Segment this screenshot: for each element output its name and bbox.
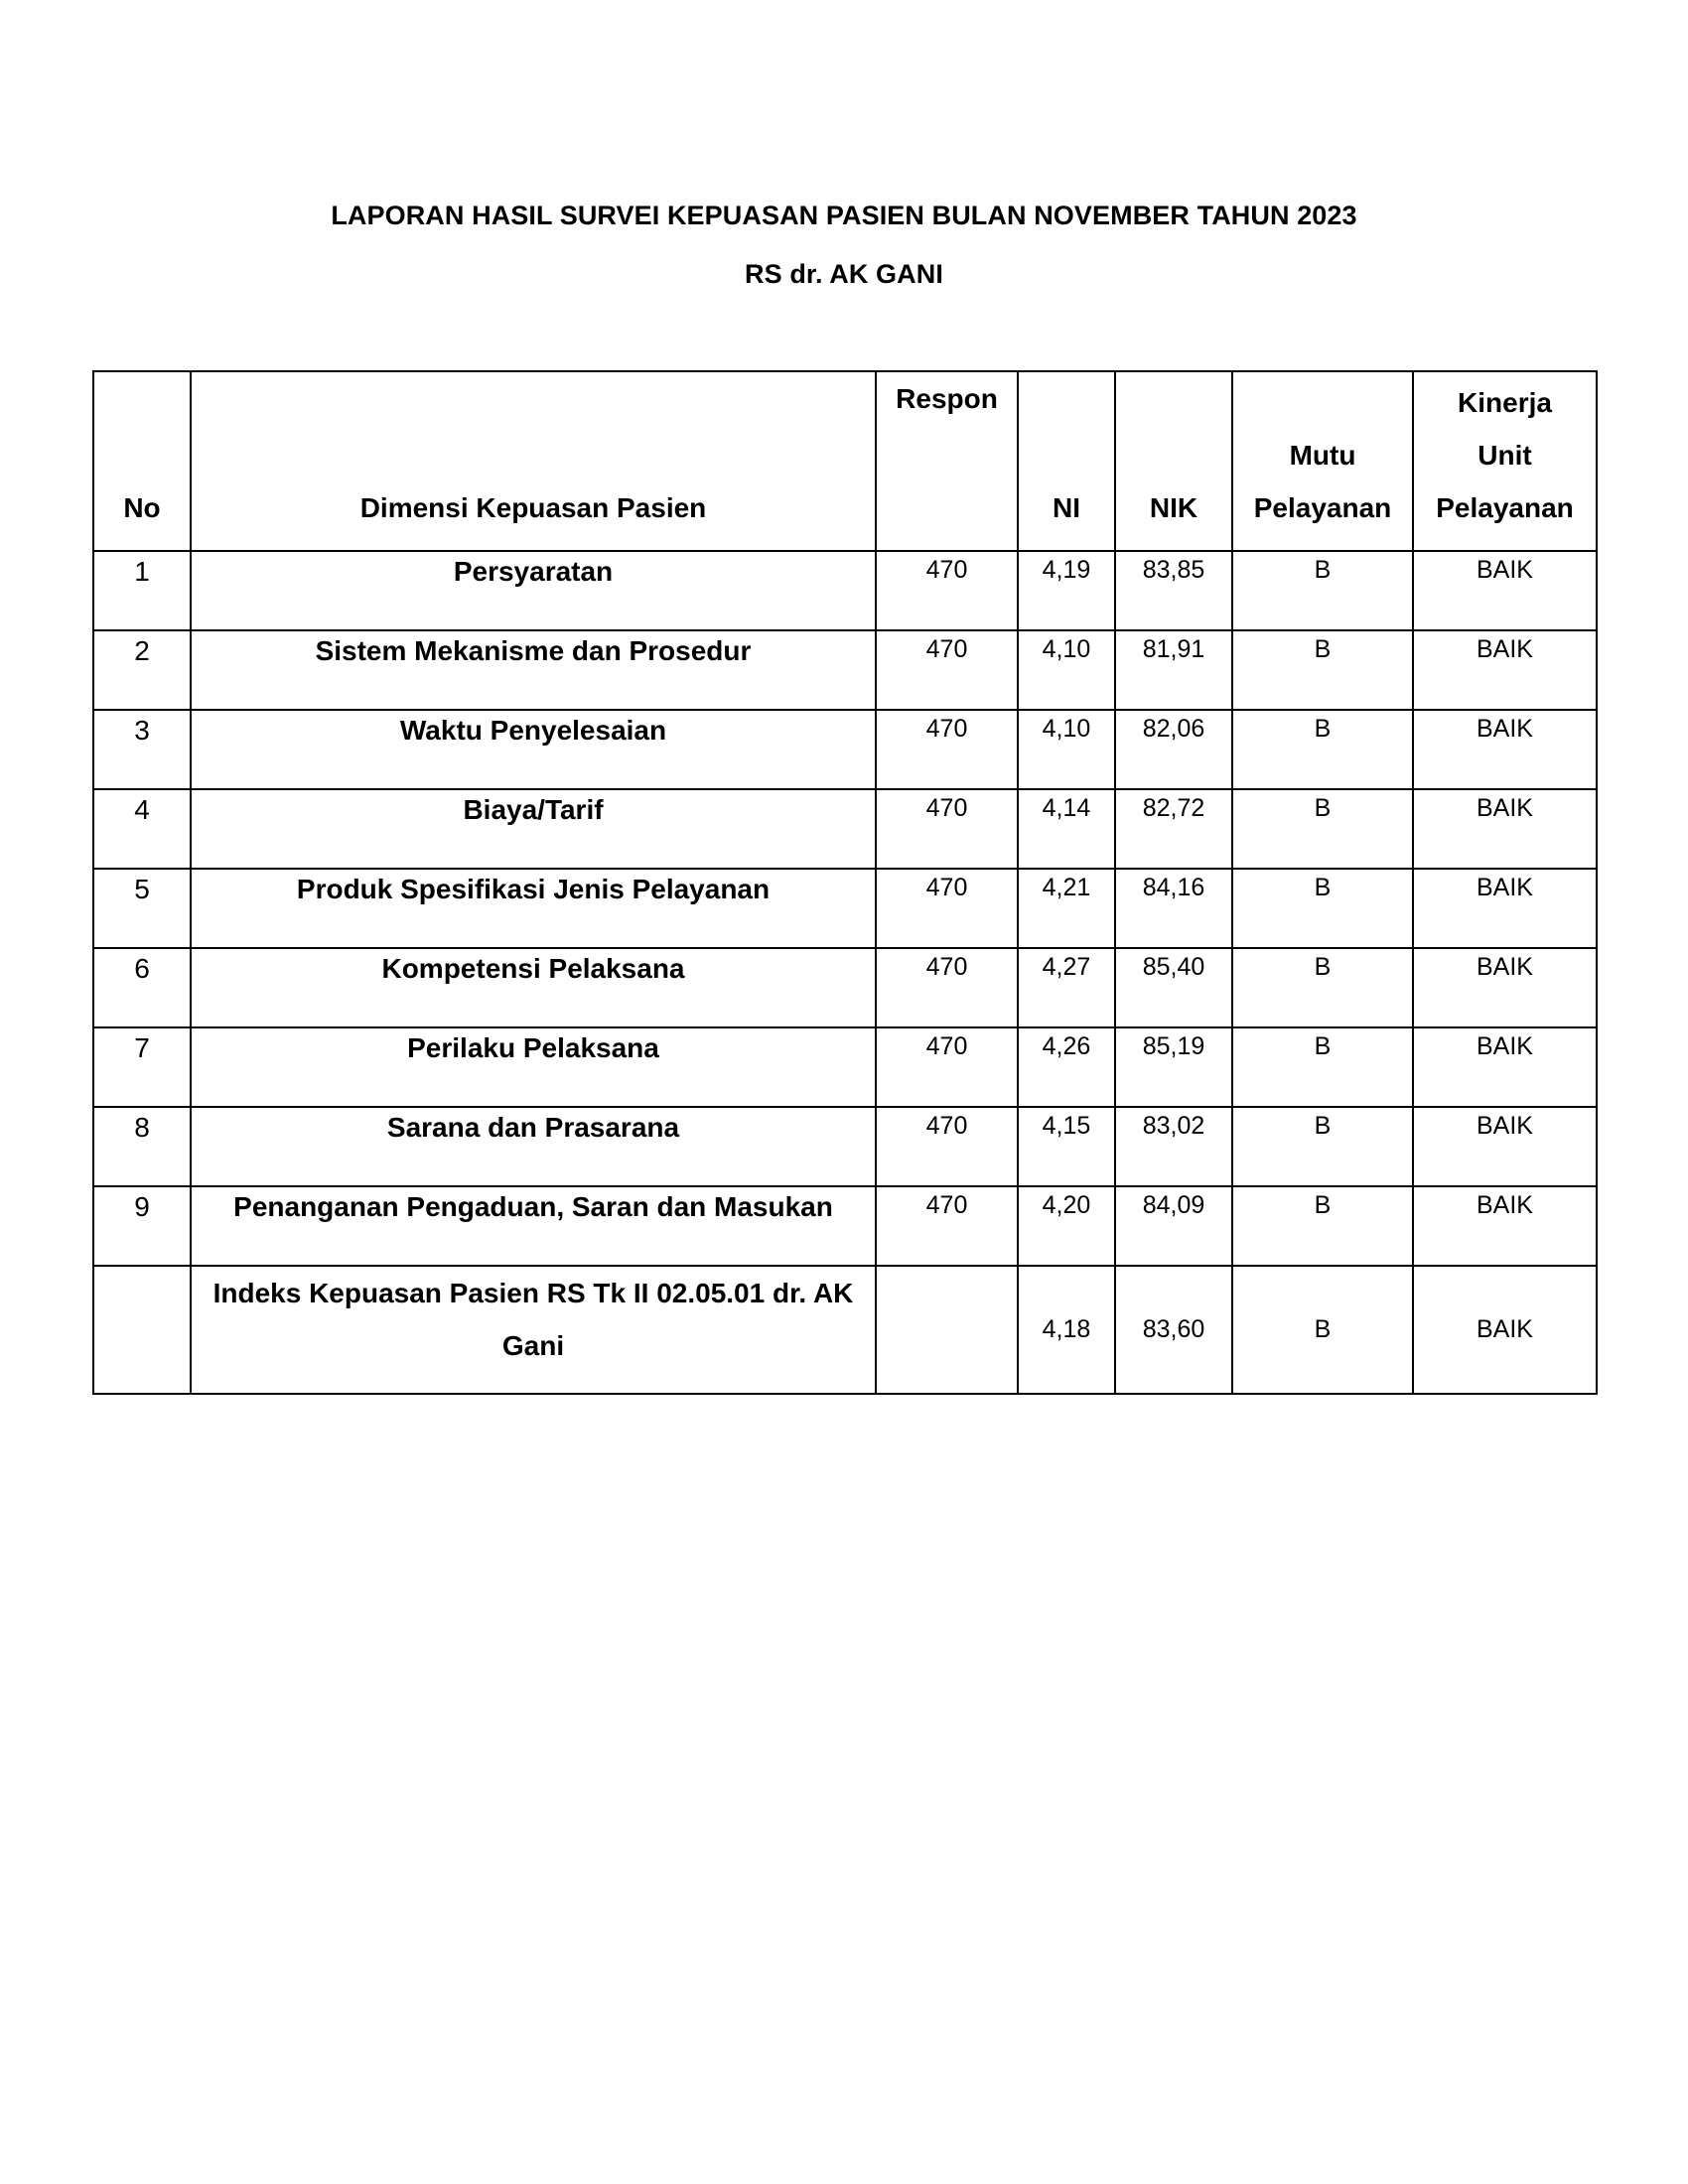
- row-ni-cell: 4,10: [1018, 630, 1115, 710]
- row-no-cell: 8: [93, 1107, 191, 1186]
- row-respon-cell: 470: [876, 551, 1018, 630]
- row-no-cell: 1: [93, 551, 191, 630]
- row-dimensi-cell: Waktu Penyelesaian: [191, 710, 876, 789]
- report-title: LAPORAN HASIL SURVEI KEPUASAN PASIEN BULAN NOVEMBER TAHUN 2023: [331, 201, 1357, 230]
- row-mutu-cell: B: [1232, 1186, 1413, 1266]
- table-row: [93, 710, 1597, 789]
- header-ni: NI: [1018, 371, 1115, 551]
- row-dimensi-cell: Kompetensi Pelaksana: [191, 948, 876, 1027]
- row-no-cell: 4: [93, 789, 191, 869]
- row-no-cell: 6: [93, 948, 191, 1027]
- row-mutu-cell: B: [1232, 710, 1413, 789]
- index-nik-cell: 83,60: [1115, 1266, 1232, 1394]
- table-row: [93, 551, 1597, 630]
- header-kinerja-unit-pelayanan: Kinerja Unit Pelayanan: [1413, 371, 1597, 551]
- index-respon-cell: [876, 1266, 1018, 1394]
- row-respon-cell: 470: [876, 1186, 1018, 1266]
- header-mutu-pelayanan: Mutu Pelayanan: [1232, 371, 1413, 551]
- row-nik-cell: 84,09: [1115, 1186, 1232, 1266]
- row-respon-cell: 470: [876, 869, 1018, 948]
- row-ni-cell: 4,21: [1018, 869, 1115, 948]
- row-respon-cell: 470: [876, 789, 1018, 869]
- index-row: [93, 1266, 1597, 1394]
- row-no-cell: 3: [93, 710, 191, 789]
- header-dimensi: Dimensi Kepuasan Pasien: [191, 371, 876, 551]
- row-mutu-cell: B: [1232, 551, 1413, 630]
- row-mutu-cell: B: [1232, 1107, 1413, 1186]
- row-mutu-cell: B: [1232, 948, 1413, 1027]
- row-dimensi-cell: Produk Spesifikasi Jenis Pelayanan: [191, 869, 876, 948]
- row-ni-cell: 4,20: [1018, 1186, 1115, 1266]
- row-kinerja-cell: BAIK: [1413, 630, 1597, 710]
- table-row: [93, 1107, 1597, 1186]
- row-ni-cell: 4,26: [1018, 1027, 1115, 1107]
- row-respon-cell: 470: [876, 710, 1018, 789]
- row-ni-cell: 4,10: [1018, 710, 1115, 789]
- table-row: [93, 630, 1597, 710]
- row-dimensi-cell: Perilaku Pelaksana: [191, 1027, 876, 1107]
- table-row: [93, 1027, 1597, 1107]
- row-kinerja-cell: BAIK: [1413, 710, 1597, 789]
- row-nik-cell: 83,85: [1115, 551, 1232, 630]
- row-ni-cell: 4,14: [1018, 789, 1115, 869]
- row-respon-cell: 470: [876, 1027, 1018, 1107]
- header-no: No: [93, 371, 191, 551]
- row-kinerja-cell: BAIK: [1413, 1186, 1597, 1266]
- row-mutu-cell: B: [1232, 789, 1413, 869]
- row-respon-cell: 470: [876, 948, 1018, 1027]
- row-kinerja-cell: BAIK: [1413, 551, 1597, 630]
- row-nik-cell: 81,91: [1115, 630, 1232, 710]
- index-dimensi-cell: Indeks Kepuasan Pasien RS Tk II 02.05.01 dr. AK Gani: [191, 1266, 876, 1394]
- header-respon: Respon: [876, 371, 1018, 551]
- row-nik-cell: 85,19: [1115, 1027, 1232, 1107]
- row-kinerja-cell: BAIK: [1413, 1107, 1597, 1186]
- row-kinerja-cell: BAIK: [1413, 869, 1597, 948]
- row-kinerja-cell: BAIK: [1413, 789, 1597, 869]
- row-no-cell: 2: [93, 630, 191, 710]
- table-row: [93, 948, 1597, 1027]
- row-no-cell: 7: [93, 1027, 191, 1107]
- row-mutu-cell: B: [1232, 630, 1413, 710]
- row-dimensi-cell: Persyaratan: [191, 551, 876, 630]
- table-header-row: [93, 371, 1597, 551]
- row-respon-cell: 470: [876, 1107, 1018, 1186]
- table-row: [93, 1186, 1597, 1266]
- row-nik-cell: 84,16: [1115, 869, 1232, 948]
- row-nik-cell: 82,72: [1115, 789, 1232, 869]
- index-no-cell: [93, 1266, 191, 1394]
- row-dimensi-cell: Sarana dan Prasarana: [191, 1107, 876, 1186]
- index-mutu-cell: B: [1232, 1266, 1413, 1394]
- row-dimensi-cell: Biaya/Tarif: [191, 789, 876, 869]
- row-nik-cell: 85,40: [1115, 948, 1232, 1027]
- table-row: [93, 869, 1597, 948]
- header-nik: NIK: [1115, 371, 1232, 551]
- row-nik-cell: 82,06: [1115, 710, 1232, 789]
- index-kinerja-cell: BAIK: [1413, 1266, 1597, 1394]
- satisfaction-table: [92, 370, 1598, 1395]
- row-mutu-cell: B: [1232, 869, 1413, 948]
- table-row: [93, 789, 1597, 869]
- hospital-name: RS dr. AK GANI: [745, 259, 943, 289]
- row-ni-cell: 4,27: [1018, 948, 1115, 1027]
- index-ni-cell: 4,18: [1018, 1266, 1115, 1394]
- row-dimensi-cell: Penanganan Pengaduan, Saran dan Masukan: [191, 1186, 876, 1266]
- row-ni-cell: 4,19: [1018, 551, 1115, 630]
- row-nik-cell: 83,02: [1115, 1107, 1232, 1186]
- row-dimensi-cell: Sistem Mekanisme dan Prosedur: [191, 630, 876, 710]
- row-mutu-cell: B: [1232, 1027, 1413, 1107]
- row-ni-cell: 4,15: [1018, 1107, 1115, 1186]
- row-no-cell: 9: [93, 1186, 191, 1266]
- row-no-cell: 5: [93, 869, 191, 948]
- row-kinerja-cell: BAIK: [1413, 1027, 1597, 1107]
- row-kinerja-cell: BAIK: [1413, 948, 1597, 1027]
- row-respon-cell: 470: [876, 630, 1018, 710]
